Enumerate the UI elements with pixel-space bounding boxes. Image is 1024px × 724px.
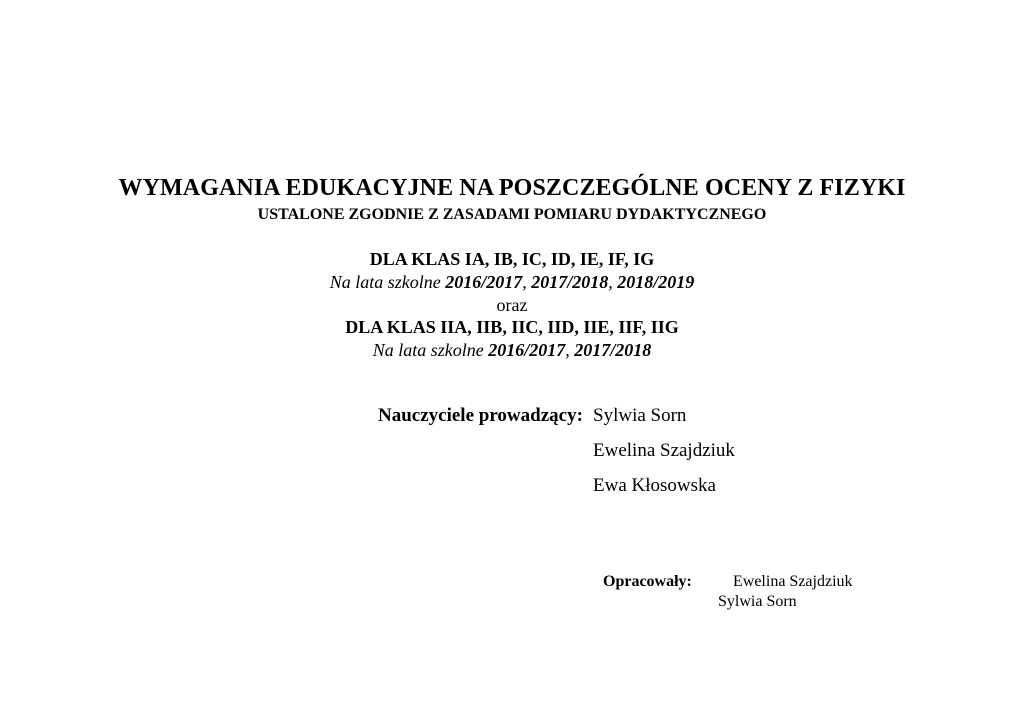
document-subtitle: USTALONE ZGODNIE Z ZASADAMI POMIARU DYDAKTYCZNEGO [257, 206, 767, 223]
teacher-name: Ewa Kłosowska [593, 475, 716, 496]
teacher-name: Ewelina Szajdziuk [593, 440, 735, 461]
separator: , [565, 340, 575, 360]
school-year: 2017/2018 [531, 272, 609, 292]
prepared-by-name: Ewelina Szajdziuk [733, 573, 853, 590]
prepared-by-name: Sylwia Sorn [718, 593, 797, 610]
school-year: 2017/2018 [574, 340, 652, 360]
classes-group-2: DLA KLAS IIA, IIB, IIC, IID, IIE, IIF, IIG [345, 317, 679, 337]
years-prefix: Na lata szkolne [329, 272, 446, 292]
separator: , [608, 272, 618, 292]
teachers-label: Nauczyciele prowadzący: [378, 405, 583, 426]
document-title: WYMAGANIA EDUKACYJNE NA POSZCZEGÓLNE OCENY Z FIZYKI [118, 175, 906, 201]
school-year: 2016/2017 [488, 340, 566, 360]
school-years-group-2 [0, 340, 1024, 361]
school-years-group-1 [0, 272, 1024, 293]
school-year: 2018/2019 [617, 272, 695, 292]
teachers-block [378, 405, 583, 427]
teacher-name: Sylwia Sorn [593, 405, 687, 426]
years-prefix: Na lata szkolne [372, 340, 489, 360]
prepared-by-label: Opracowały: [603, 573, 692, 590]
classes-group-1: DLA KLAS IA, IB, IC, ID, IE, IF, IG [369, 249, 655, 269]
conjunction-text: oraz [496, 295, 528, 315]
separator: , [522, 272, 532, 292]
school-year: 2016/2017 [445, 272, 523, 292]
